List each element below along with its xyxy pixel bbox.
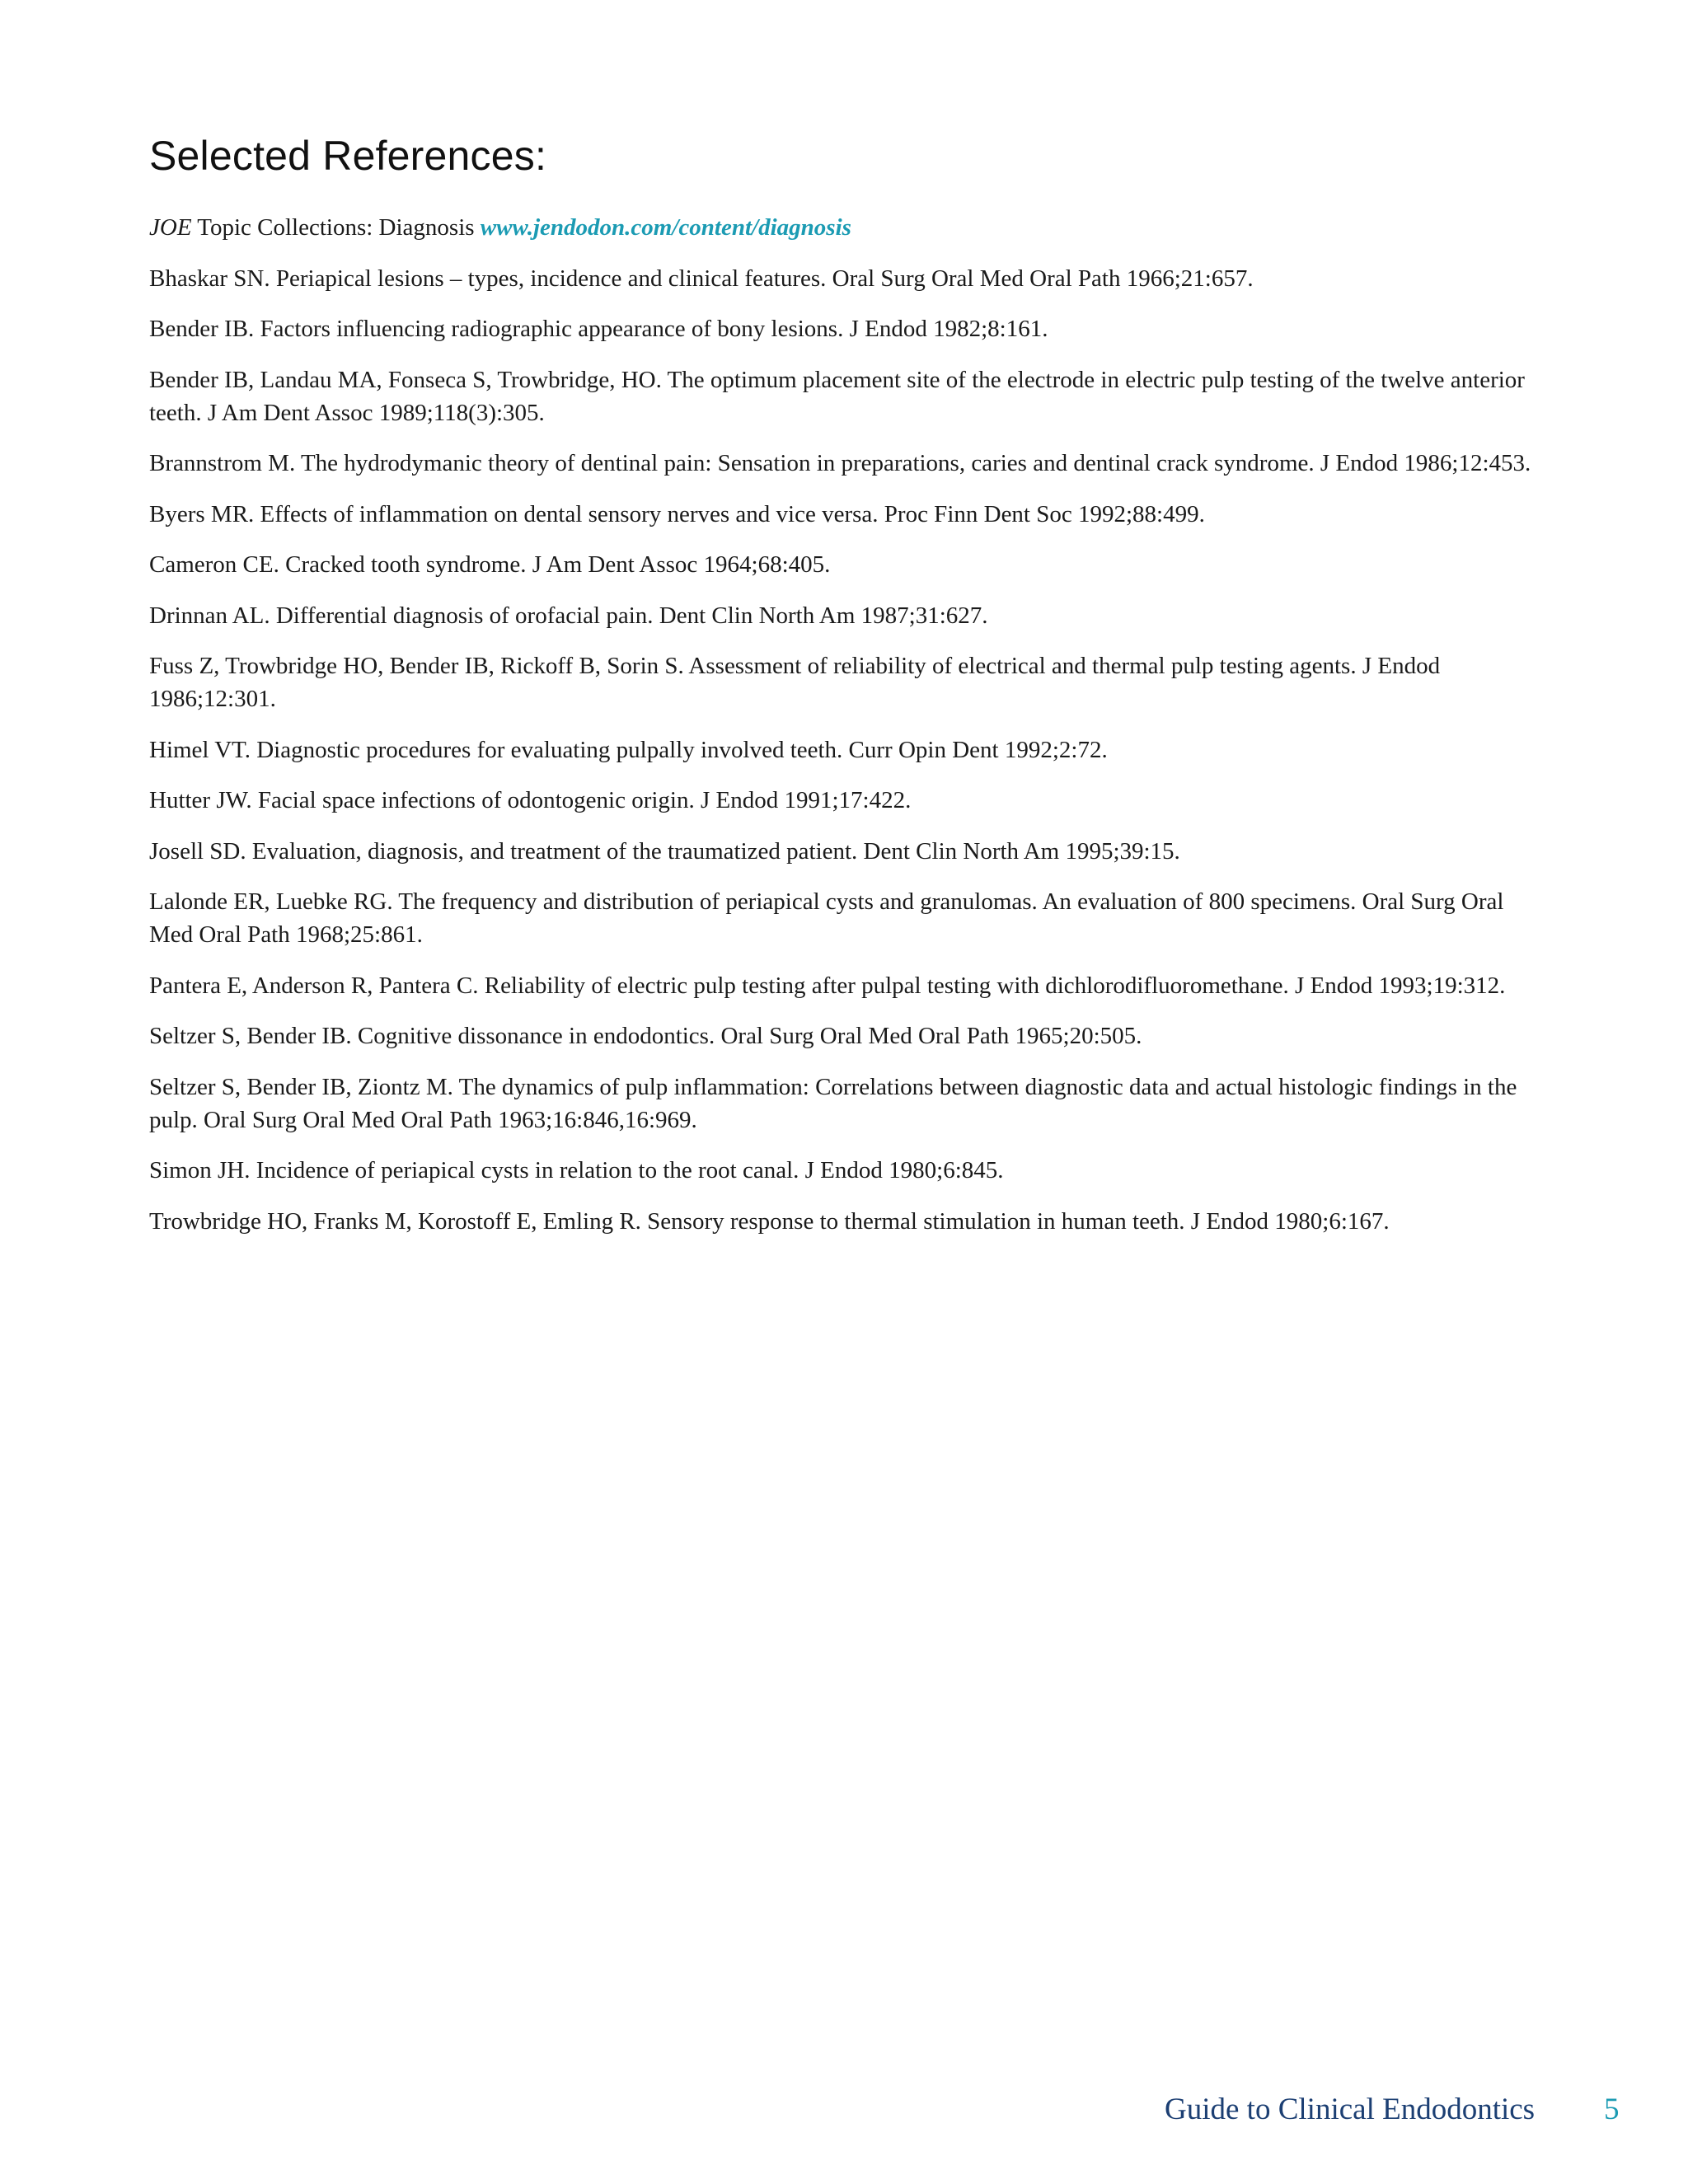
footer-title: Guide to Clinical Endodontics: [1165, 2093, 1536, 2126]
reference-item: Josell SD. Evaluation, diagnosis, and treatment of the traumatized patient. Dent Clin North Am 1995;39:15.: [149, 837, 1180, 865]
reference-item: Lalonde ER, Luebke RG. The frequency and distribution of periapical cysts and granulomas. An evaluation of 800 specimens. Oral Surg Oral Med Oral Path 1968;25:861.: [149, 888, 1504, 948]
reference-item: Cameron CE. Cracked tooth syndrome. J Am Dent Assoc 1964;68:405.: [149, 551, 831, 578]
reference-item: Byers MR. Effects of inflammation on dental sensory nerves and vice versa. Proc Finn Dent Soc 1992;88:499.: [149, 500, 1205, 527]
page-heading: Selected References:: [149, 133, 547, 179]
intro-text: Topic Collections: Diagnosis: [191, 214, 481, 241]
reference-item: Brannstrom M. The hydrodymanic theory of dentinal pain: Sensation in preparations, caries and dentinal crack syndrome. J Endod 1986;12:453.: [149, 450, 1531, 476]
reference-item: Seltzer S, Bender IB. Cognitive dissonance in endodontics. Oral Surg Oral Med Oral Path 1965;20:505.: [149, 1023, 1142, 1049]
reference-item: Bhaskar SN. Periapical lesions – types, incidence and clinical features. Oral Surg Oral Med Oral Path 1966;21:657.: [149, 265, 1254, 292]
intro-line: [149, 211, 1550, 244]
reference-item: Fuss Z, Trowbridge HO, Bender IB, Rickoff B, Sorin S. Assessment of reliability of electrical and thermal pulp testing agents. J Endod 1986;12:301.: [149, 653, 1441, 712]
reference-item: Hutter JW. Facial space infections of odontogenic origin. J Endod 1991;17:422.: [149, 787, 912, 813]
reference-item: Simon JH. Incidence of periapical cysts in relation to the root canal. J Endod 1980;6:845.: [149, 1157, 1004, 1183]
diagnosis-link[interactable]: www.jendodon.com/content/diagnosis: [480, 214, 851, 241]
page-number: 5: [1604, 2093, 1620, 2126]
reference-item: Bender IB. Factors influencing radiographic appearance of bony lesions. J Endod 1982;8:161.: [149, 316, 1048, 342]
reference-item: Pantera E, Anderson R, Pantera C. Reliability of electric pulp testing after pulpal testing with dichlorodifluoromethane. J Endod 1993;19:312.: [149, 972, 1506, 999]
reference-item: Drinnan AL. Differential diagnosis of orofacial pain. Dent Clin North Am 1987;31:627.: [149, 602, 988, 629]
reference-list: [149, 211, 1550, 1255]
reference-item: Trowbridge HO, Franks M, Korostoff E, Emling R. Sensory response to thermal stimulation in human teeth. J Endod 1980;6:167.: [149, 1207, 1390, 1235]
journal-label: JOE: [149, 214, 192, 241]
reference-item: Bender IB, Landau MA, Fonseca S, Trowbridge, HO. The optimum placement site of the electrode in electric pulp testing of the twelve anterior teeth. J Am Dent Assoc 1989;118(3):305.: [149, 366, 1525, 426]
reference-item: Seltzer S, Bender IB, Ziontz M. The dynamics of pulp inflammation: Correlations between diagnostic data and actual histologic findings in the pulp. Oral Surg Oral Med Oral Path 1963;16:846,16:969.: [149, 1073, 1517, 1133]
reference-item: Himel VT. Diagnostic procedures for evaluating pulpally involved teeth. Curr Opin Dent 1992;2:72.: [149, 736, 1108, 763]
